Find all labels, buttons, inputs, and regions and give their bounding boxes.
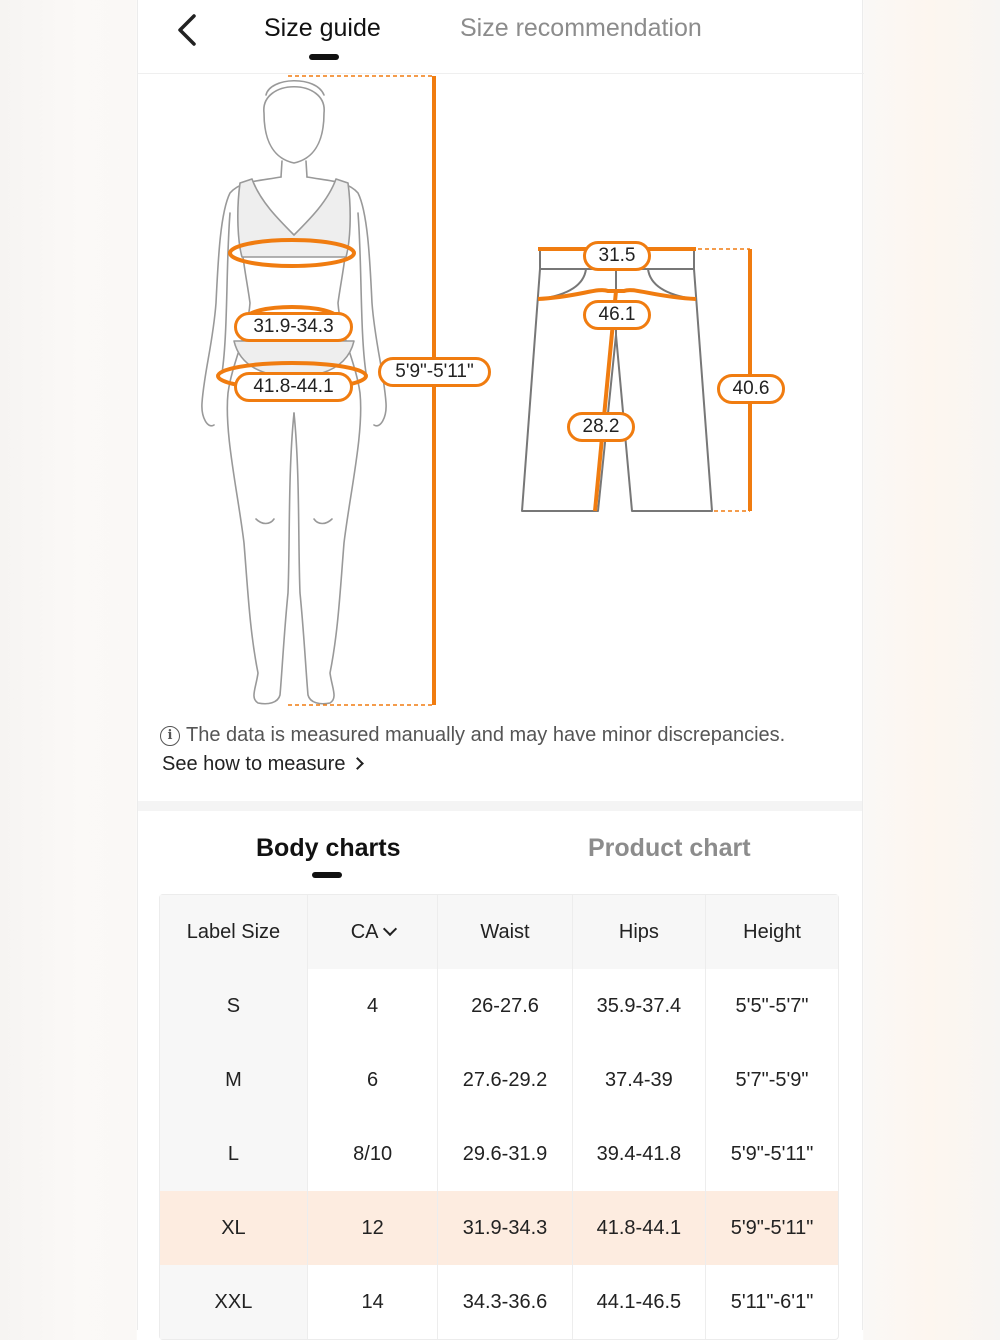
pants-inseam-label: 28.2 (567, 412, 635, 442)
table-row (160, 969, 838, 1043)
header-hips: Hips (572, 895, 705, 969)
body-hips-label: 41.8-44.1 (234, 372, 353, 402)
info-icon: i (160, 726, 180, 746)
chart-tab-indicator (312, 872, 342, 878)
cell-hips: 44.1-46.5 (572, 1265, 705, 1339)
cell-hips: 37.4-39 (572, 1043, 705, 1117)
tab-product-chart[interactable]: Product chart (588, 834, 751, 862)
cell-label-size: XL (160, 1191, 307, 1265)
cell-hips: 39.4-41.8 (572, 1117, 705, 1191)
cell-height: 5'9"-5'11" (706, 1191, 838, 1265)
cell-ca: 8/10 (307, 1117, 437, 1191)
table-row (160, 1117, 838, 1191)
back-arrow-icon[interactable] (170, 12, 210, 52)
cell-height: 5'9"-5'11" (730, 1142, 814, 1165)
cell-waist: 34.3-36.6 (438, 1265, 572, 1339)
cell-waist: 26-27.6 (438, 969, 572, 1043)
chevron-down-icon (382, 921, 396, 935)
body-height-label: 5'9"-5'11" (378, 357, 491, 387)
cell-label-size: L (160, 1117, 307, 1191)
header-height: Height (706, 895, 838, 969)
tab-size-guide[interactable]: Size guide (264, 14, 381, 42)
cell-hips: 41.8-44.1 (572, 1191, 705, 1265)
cell-height: 5'5"-5'7" (735, 994, 809, 1017)
cell-hips: 35.9-37.4 (572, 969, 705, 1043)
link-text: See how to measure (162, 753, 346, 775)
note-text: The data is measured manually and may have minor discrepancies. (186, 724, 786, 746)
table-header-row (160, 895, 838, 969)
pants-waist-label: 31.5 (583, 241, 651, 271)
measurement-note (160, 724, 785, 747)
chevron-right-icon (351, 757, 364, 770)
table-row (160, 1043, 838, 1117)
cell-height: 5'7"-5'9" (735, 1068, 809, 1091)
cell-ca: 6 (307, 1043, 437, 1117)
active-tab-indicator (309, 54, 339, 60)
cell-ca: 14 (307, 1265, 437, 1339)
cell-waist: 27.6-29.2 (438, 1043, 572, 1117)
cell-height: 5'11"-6'1" (730, 1290, 814, 1313)
cell-ca: 12 (307, 1191, 437, 1265)
cell-label-size: S (160, 969, 307, 1043)
header (138, 0, 864, 74)
ca-size-selector[interactable] (307, 895, 437, 969)
header-waist: Waist (438, 895, 572, 969)
cell-label-size: XXL (160, 1265, 307, 1339)
size-table (159, 894, 839, 1340)
pants-length-label: 40.6 (717, 374, 785, 404)
body-waist-label: 31.9-34.3 (234, 312, 353, 342)
header-ca: CA (350, 920, 379, 943)
cell-label-size: M (160, 1043, 307, 1117)
table-row (160, 1265, 838, 1339)
cell-ca: 4 (307, 969, 437, 1043)
cell-waist: 31.9-34.3 (438, 1191, 572, 1265)
cell-waist: 29.6-31.9 (438, 1117, 572, 1191)
pants-figure-icon (522, 249, 712, 511)
table-row-highlighted (160, 1191, 838, 1265)
header-label-size: Label Size (160, 895, 307, 969)
section-divider (138, 801, 862, 811)
measurement-illustration (138, 73, 864, 723)
tab-size-recommendation[interactable]: Size recommendation (460, 14, 702, 42)
size-guide-panel (137, 0, 863, 1330)
pants-hips-label: 46.1 (583, 300, 651, 330)
see-how-to-measure-link[interactable] (162, 753, 362, 776)
tab-body-charts[interactable]: Body charts (256, 834, 401, 862)
